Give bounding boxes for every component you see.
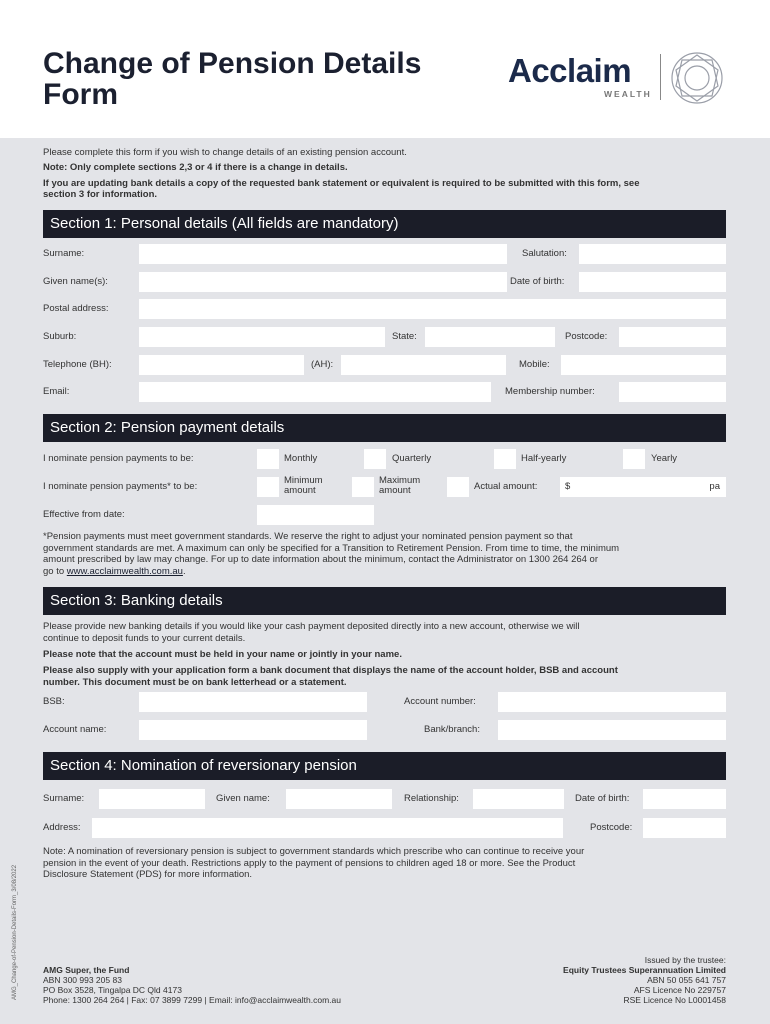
reversionary-address-label: Address: xyxy=(43,822,81,833)
telephone-ah-label: (AH): xyxy=(311,359,334,370)
half-yearly-checkbox[interactable] xyxy=(494,449,516,469)
surname-label: Surname: xyxy=(43,248,85,259)
actual-amount-label: Actual amount: xyxy=(474,481,538,492)
relationship-label: Relationship: xyxy=(404,793,459,804)
postcode-label: Postcode: xyxy=(565,331,608,342)
banking-name-note: Please note that the account must be held in your name or jointly in your name. xyxy=(43,649,402,660)
mobile-label: Mobile: xyxy=(519,359,550,370)
fund-details: AMG Super, the Fund ABN 300 993 205 83 PO Box 3528, Tingalpa DC Qld 4173 Phone: 1300 264 264 | Fax: 07 3899 7299 | Email: info@acclaimwealth.com.au xyxy=(43,965,341,1005)
bsb-field[interactable] xyxy=(139,692,367,712)
suburb-label: Suburb: xyxy=(43,331,77,342)
section-1-header: Section 1: Personal details (All fields are mandatory) xyxy=(43,210,726,238)
page-header xyxy=(0,0,770,138)
per-annum-label: pa xyxy=(709,481,720,492)
given-names-label: Given name(s): xyxy=(43,276,108,287)
actual-amount-field[interactable] xyxy=(560,477,726,497)
telephone-ah-field[interactable] xyxy=(341,355,506,375)
intro-note: Note: Only complete sections 2,3 or 4 if there is a change in details. xyxy=(43,162,348,173)
account-number-label: Account number: xyxy=(404,696,476,707)
membership-number-label: Membership number: xyxy=(505,386,595,397)
membership-number-field[interactable] xyxy=(619,382,726,402)
minimum-amount-label: Minimum amount xyxy=(284,475,323,496)
reversionary-surname-label: Surname: xyxy=(43,793,85,804)
banking-intro: Please provide new banking details if you would like your cash payment deposited directly into a new account, otherwise we will continue to deposit funds to your current details. xyxy=(43,621,580,644)
telephone-bh-field[interactable] xyxy=(139,355,304,375)
dob-label: Date of birth: xyxy=(510,276,565,287)
quarterly-label: Quarterly xyxy=(392,453,432,464)
logo-wordmark: Acclaim xyxy=(508,52,632,89)
quarterly-checkbox[interactable] xyxy=(364,449,386,469)
telephone-bh-label: Telephone (BH): xyxy=(43,359,112,370)
state-label: State: xyxy=(392,331,417,342)
half-yearly-label: Half-yearly xyxy=(521,453,567,464)
section-4-header: Section 4: Nomination of reversionary pension xyxy=(43,752,726,780)
section-3-header: Section 3: Banking details xyxy=(43,587,726,615)
effective-date-field[interactable] xyxy=(257,505,374,525)
maximum-amount-checkbox[interactable] xyxy=(352,477,374,497)
salutation-label: Salutation: xyxy=(522,248,567,259)
postal-address-label: Postal address: xyxy=(43,303,109,314)
actual-amount-checkbox[interactable] xyxy=(447,477,469,497)
intro-bank-note-2: section 3 for information. xyxy=(43,189,158,200)
reversionary-note: Note: A nomination of reversionary pension is subject to government standards which prescribe who can continue to receive your pension in the event of your death. Restrictions apply to the payment of pensions to children aged 18 or more. See the Product Disclosure Statement (PDS) for more information. xyxy=(43,846,585,880)
reversionary-dob-label: Date of birth: xyxy=(575,793,630,804)
postal-address-field[interactable] xyxy=(139,299,726,319)
page-title: Change of Pension Details Form xyxy=(43,47,422,111)
bsb-label: BSB: xyxy=(43,696,65,707)
nominate-amount-label: I nominate pension payments* to be: xyxy=(43,481,198,492)
yearly-checkbox[interactable] xyxy=(623,449,645,469)
suburb-field[interactable] xyxy=(139,327,385,347)
trustee-details: Issued by the trustee: Equity Trustees Superannuation Limited ABN 50 055 641 757 AFS Licence No 229757 RSE Licence No L0001458 xyxy=(563,955,726,1005)
maximum-amount-label: Maximum amount xyxy=(379,475,421,496)
dob-field[interactable] xyxy=(579,272,726,292)
acclaim-logo xyxy=(508,50,733,110)
postcode-field[interactable] xyxy=(619,327,726,347)
nominate-frequency-label: I nominate pension payments to be: xyxy=(43,453,194,464)
acclaim-website-link[interactable]: www.acclaimwealth.com.au xyxy=(66,565,183,577)
account-name-field[interactable] xyxy=(139,720,367,740)
monthly-label: Monthly xyxy=(284,453,318,464)
effective-date-label: Effective from date: xyxy=(43,509,125,520)
logo-divider xyxy=(660,54,661,100)
document-code: AMG_Change-of-Pension-Details-Form_3/08/2022 xyxy=(12,864,18,1000)
reversionary-surname-field[interactable] xyxy=(99,789,205,809)
account-number-field[interactable] xyxy=(498,692,726,712)
section-2-header: Section 2: Pension payment details xyxy=(43,414,726,442)
intro-line-1: Please complete this form if you wish to change details of an existing pension account. xyxy=(43,147,407,158)
relationship-field[interactable] xyxy=(473,789,564,809)
reversionary-dob-field[interactable] xyxy=(643,789,726,809)
reversionary-postcode-field[interactable] xyxy=(643,818,726,838)
email-field[interactable] xyxy=(139,382,491,402)
yearly-label: Yearly xyxy=(651,453,678,464)
salutation-field[interactable] xyxy=(579,244,726,264)
reversionary-postcode-label: Postcode: xyxy=(590,822,633,833)
mobile-field[interactable] xyxy=(561,355,726,375)
given-names-field[interactable] xyxy=(139,272,507,292)
bank-branch-field[interactable] xyxy=(498,720,726,740)
banking-document-note: Please also supply with your application form a bank document that displays the name of the account holder, BSB and account number. This document must be on bank letterhead or a statement. xyxy=(43,665,618,688)
reversionary-address-field[interactable] xyxy=(92,818,563,838)
surname-field[interactable] xyxy=(139,244,507,264)
minimum-amount-checkbox[interactable] xyxy=(257,477,279,497)
currency-symbol: $ xyxy=(565,481,571,492)
email-label: Email: xyxy=(43,386,70,397)
logo-globe-icon xyxy=(668,50,726,106)
bank-branch-label: Bank/branch: xyxy=(424,724,480,735)
reversionary-given-name-field[interactable] xyxy=(286,789,392,809)
reversionary-given-name-label: Given name: xyxy=(216,793,270,804)
state-field[interactable] xyxy=(425,327,555,347)
account-name-label: Account name: xyxy=(43,724,107,735)
logo-subtext: WEALTH xyxy=(604,89,652,99)
monthly-checkbox[interactable] xyxy=(257,449,279,469)
pension-standards-note: *Pension payments must meet government standards. We reserve the right to adjust your nominated pension payment so that government standards are met. A maximum can only be specified for a Transition to Retirement Pension. From time to time, the minimum amount prescribed by law may change. For up to date information about the minimum, contact the Administrator on 1300 264 264 or go to www.acclaimwealth.com.au. xyxy=(43,531,620,577)
intro-bank-note: If you are updating bank details a copy of the requested bank statement or equivalent is required to be submitted with this form, see xyxy=(43,178,640,189)
